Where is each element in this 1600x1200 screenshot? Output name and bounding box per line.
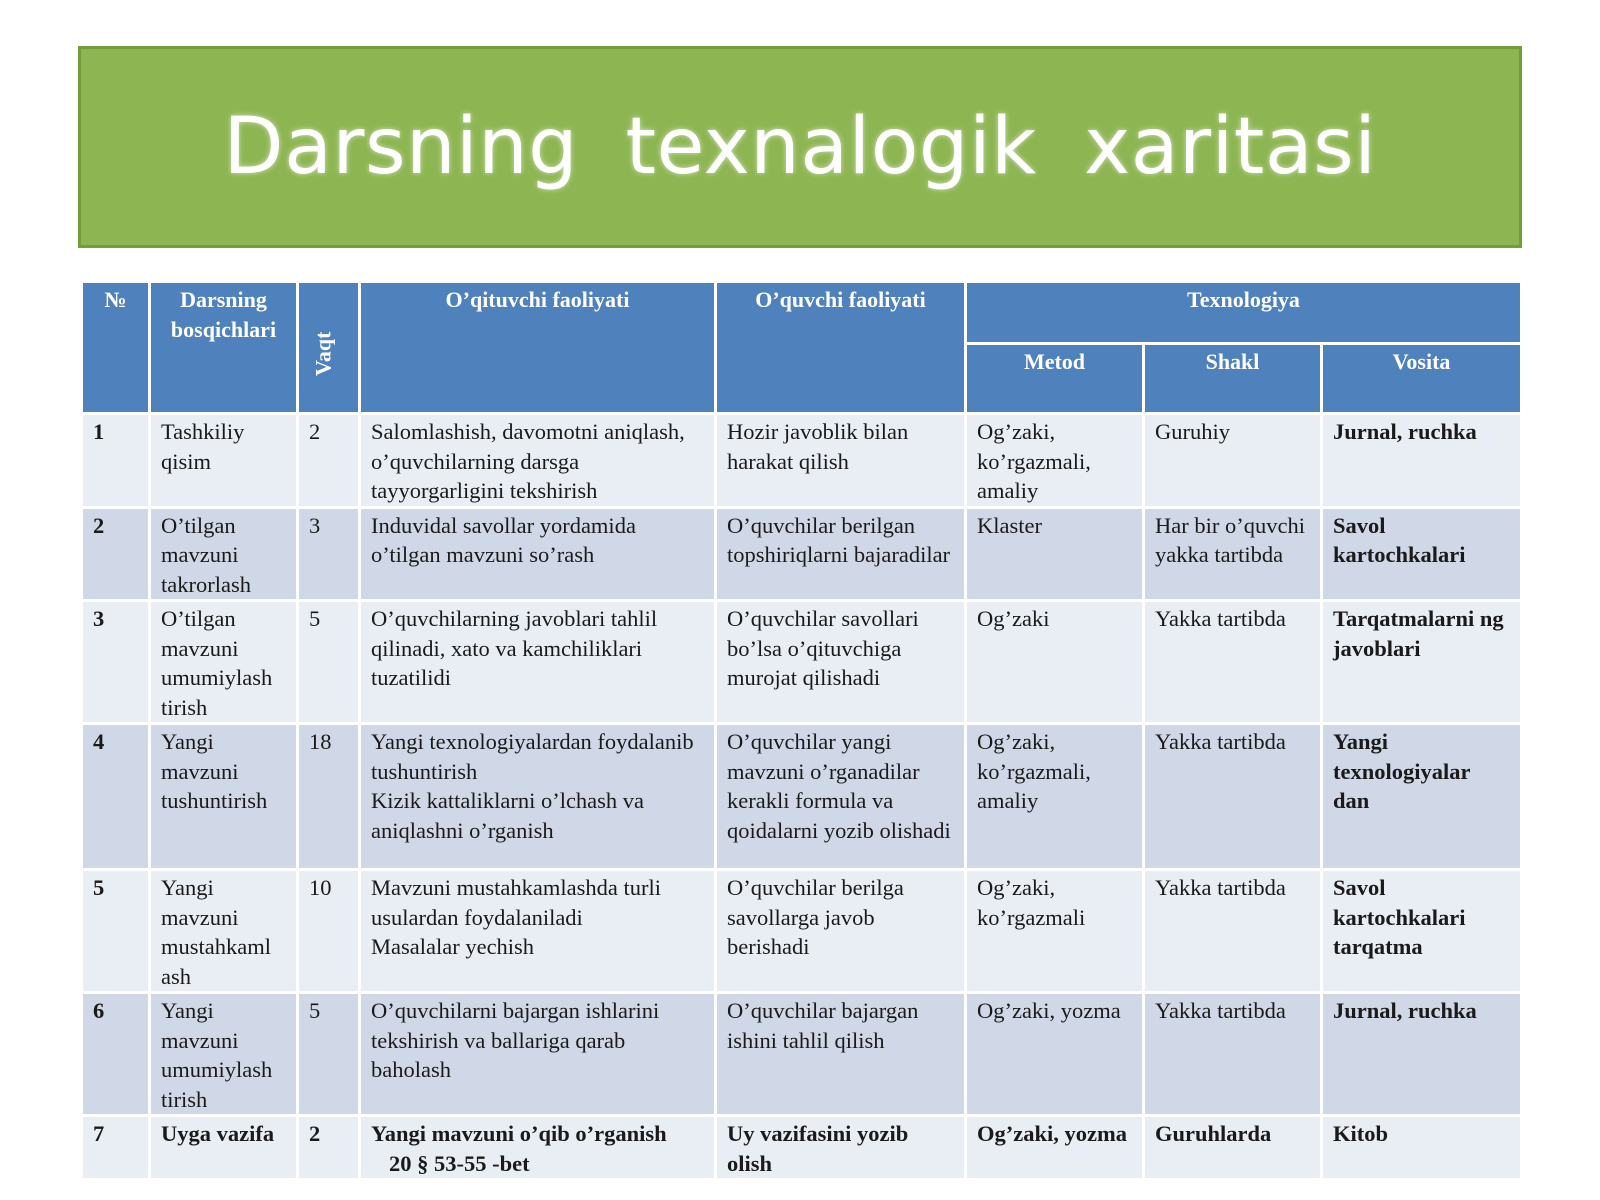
row-teacher-activity: Induvidal savollar yordamida o’tilgan mavzuni so’rash (360, 507, 716, 601)
table-row (82, 507, 1522, 601)
row-number: 3 (82, 601, 150, 724)
row-teacher-activity (360, 1116, 716, 1180)
row-student-activity: Hozir javoblik bilan harakat qilish (716, 414, 966, 508)
row-means: Tarqatmalarni ng javoblari (1322, 601, 1522, 724)
row-stage: Yangi mavzuni mustahkaml ash (150, 870, 298, 993)
title-banner (78, 46, 1522, 248)
row-student-activity: O’quvchilar savollari bo’lsa o’qituvchiga murojat qilishadi (716, 601, 966, 724)
page-title: Darsning texnalogik xaritasi (223, 102, 1377, 192)
row-method: Og’zaki, ko’rgazmali, amaliy (966, 414, 1144, 508)
table-row (82, 601, 1522, 724)
table-row (82, 724, 1522, 870)
row-stage: O’tilgan mavzuni umumiylash tirish (150, 601, 298, 724)
row-student-activity: Uy vazifasini yozib olish (716, 1116, 966, 1180)
row-method: Og’zaki, yozma (966, 1116, 1144, 1180)
row-stage: Yangi mavzuni umumiylash tirish (150, 993, 298, 1116)
header-time (298, 282, 360, 414)
row-student-activity: O’quvchilar bajargan ishini tahlil qilish (716, 993, 966, 1116)
row-means: Savol kartochkalari tarqatma (1322, 870, 1522, 993)
row-stage: Uyga vazifa (150, 1116, 298, 1180)
technology-map-table (80, 280, 1523, 1181)
row-number: 1 (82, 414, 150, 508)
row-number: 6 (82, 993, 150, 1116)
row-method: Klaster (966, 507, 1144, 601)
row-teacher-activity: Salomlashish, davomotni aniqlash, o’quvchilarning darsga tayyorgarligini tekshirish (360, 414, 716, 508)
teacher-activity-line: Masalalar yechish (371, 934, 535, 959)
row-number: 5 (82, 870, 150, 993)
row-form: Yakka tartibda (1144, 724, 1322, 870)
teacher-activity-line: Mavzuni mustahkamlashda turli usulardan foydalaniladi (371, 875, 661, 930)
row-means: Savol kartochkalari (1322, 507, 1522, 601)
table-row (82, 414, 1522, 508)
header-form: Shakl (1144, 344, 1322, 414)
row-form: Guruhiy (1144, 414, 1322, 508)
row-time: 5 (298, 601, 360, 724)
row-time: 5 (298, 993, 360, 1116)
header-time-label: Vaqt (310, 331, 336, 376)
teacher-activity-line: Kizik kattaliklarni o’lchash va aniqlashni o’rganish (371, 788, 645, 843)
teacher-activity-line: Yangi mavzuni o’qib o’rganish (371, 1121, 667, 1146)
row-teacher-activity: O’quvchilarni bajargan ishlarini tekshirish va ballariga qarab baholash (360, 993, 716, 1116)
row-means: Jurnal, ruchka (1322, 993, 1522, 1116)
row-means: Kitob (1322, 1116, 1522, 1180)
row-form: Guruhlarda (1144, 1116, 1322, 1180)
header-stages: Darsning bosqichlari (150, 282, 298, 414)
row-time: 2 (298, 414, 360, 508)
teacher-activity-line: Yangi texnologiyalardan foydalanib tushuntirish (371, 729, 694, 784)
row-form: Yakka tartibda (1144, 601, 1322, 724)
row-method: Og’zaki, ko’rgazmali (966, 870, 1144, 993)
row-time: 3 (298, 507, 360, 601)
teacher-activity-line: 20 § 53-55 -bet (389, 1150, 530, 1176)
row-form: Yakka tartibda (1144, 870, 1322, 993)
row-form: Yakka tartibda (1144, 993, 1322, 1116)
table-row (82, 993, 1522, 1116)
row-teacher-activity (360, 870, 716, 993)
row-form: Har bir o’quvchi yakka tartibda (1144, 507, 1322, 601)
header-teacher-activity: O’qituvchi faoliyati (360, 282, 716, 414)
table-row (82, 870, 1522, 993)
row-time: 2 (298, 1116, 360, 1180)
row-student-activity: O’quvchilar berilga savollarga javob berishadi (716, 870, 966, 993)
row-stage: Yangi mavzuni tushuntirish (150, 724, 298, 870)
row-stage: O’tilgan mavzuni takrorlash (150, 507, 298, 601)
row-method: Og’zaki (966, 601, 1144, 724)
table-row (82, 1116, 1522, 1180)
header-number: № (82, 282, 150, 414)
header-means: Vosita (1322, 344, 1522, 414)
header-technology: Texnologiya (966, 282, 1522, 344)
row-stage: Tashkiliy qisim (150, 414, 298, 508)
row-method: Og’zaki, yozma (966, 993, 1144, 1116)
row-method: Og’zaki, ko’rgazmali, amaliy (966, 724, 1144, 870)
row-means: Yangi texnologiyalar dan (1322, 724, 1522, 870)
header-method: Metod (966, 344, 1144, 414)
row-time: 18 (298, 724, 360, 870)
row-number: 2 (82, 507, 150, 601)
header-student-activity: O’quvchi faoliyati (716, 282, 966, 414)
row-teacher-activity: O’quvchilarning javoblari tahlil qilinadi, xato va kamchiliklari tuzatilidi (360, 601, 716, 724)
row-student-activity: O’quvchilar berilgan topshiriqlarni bajaradilar (716, 507, 966, 601)
row-means: Jurnal, ruchka (1322, 414, 1522, 508)
row-number: 7 (82, 1116, 150, 1180)
row-teacher-activity (360, 724, 716, 870)
row-number: 4 (82, 724, 150, 870)
row-student-activity: O’quvchilar yangi mavzuni o’rganadilar kerakli formula va qoidalarni yozib olishadi (716, 724, 966, 870)
row-time: 10 (298, 870, 360, 993)
